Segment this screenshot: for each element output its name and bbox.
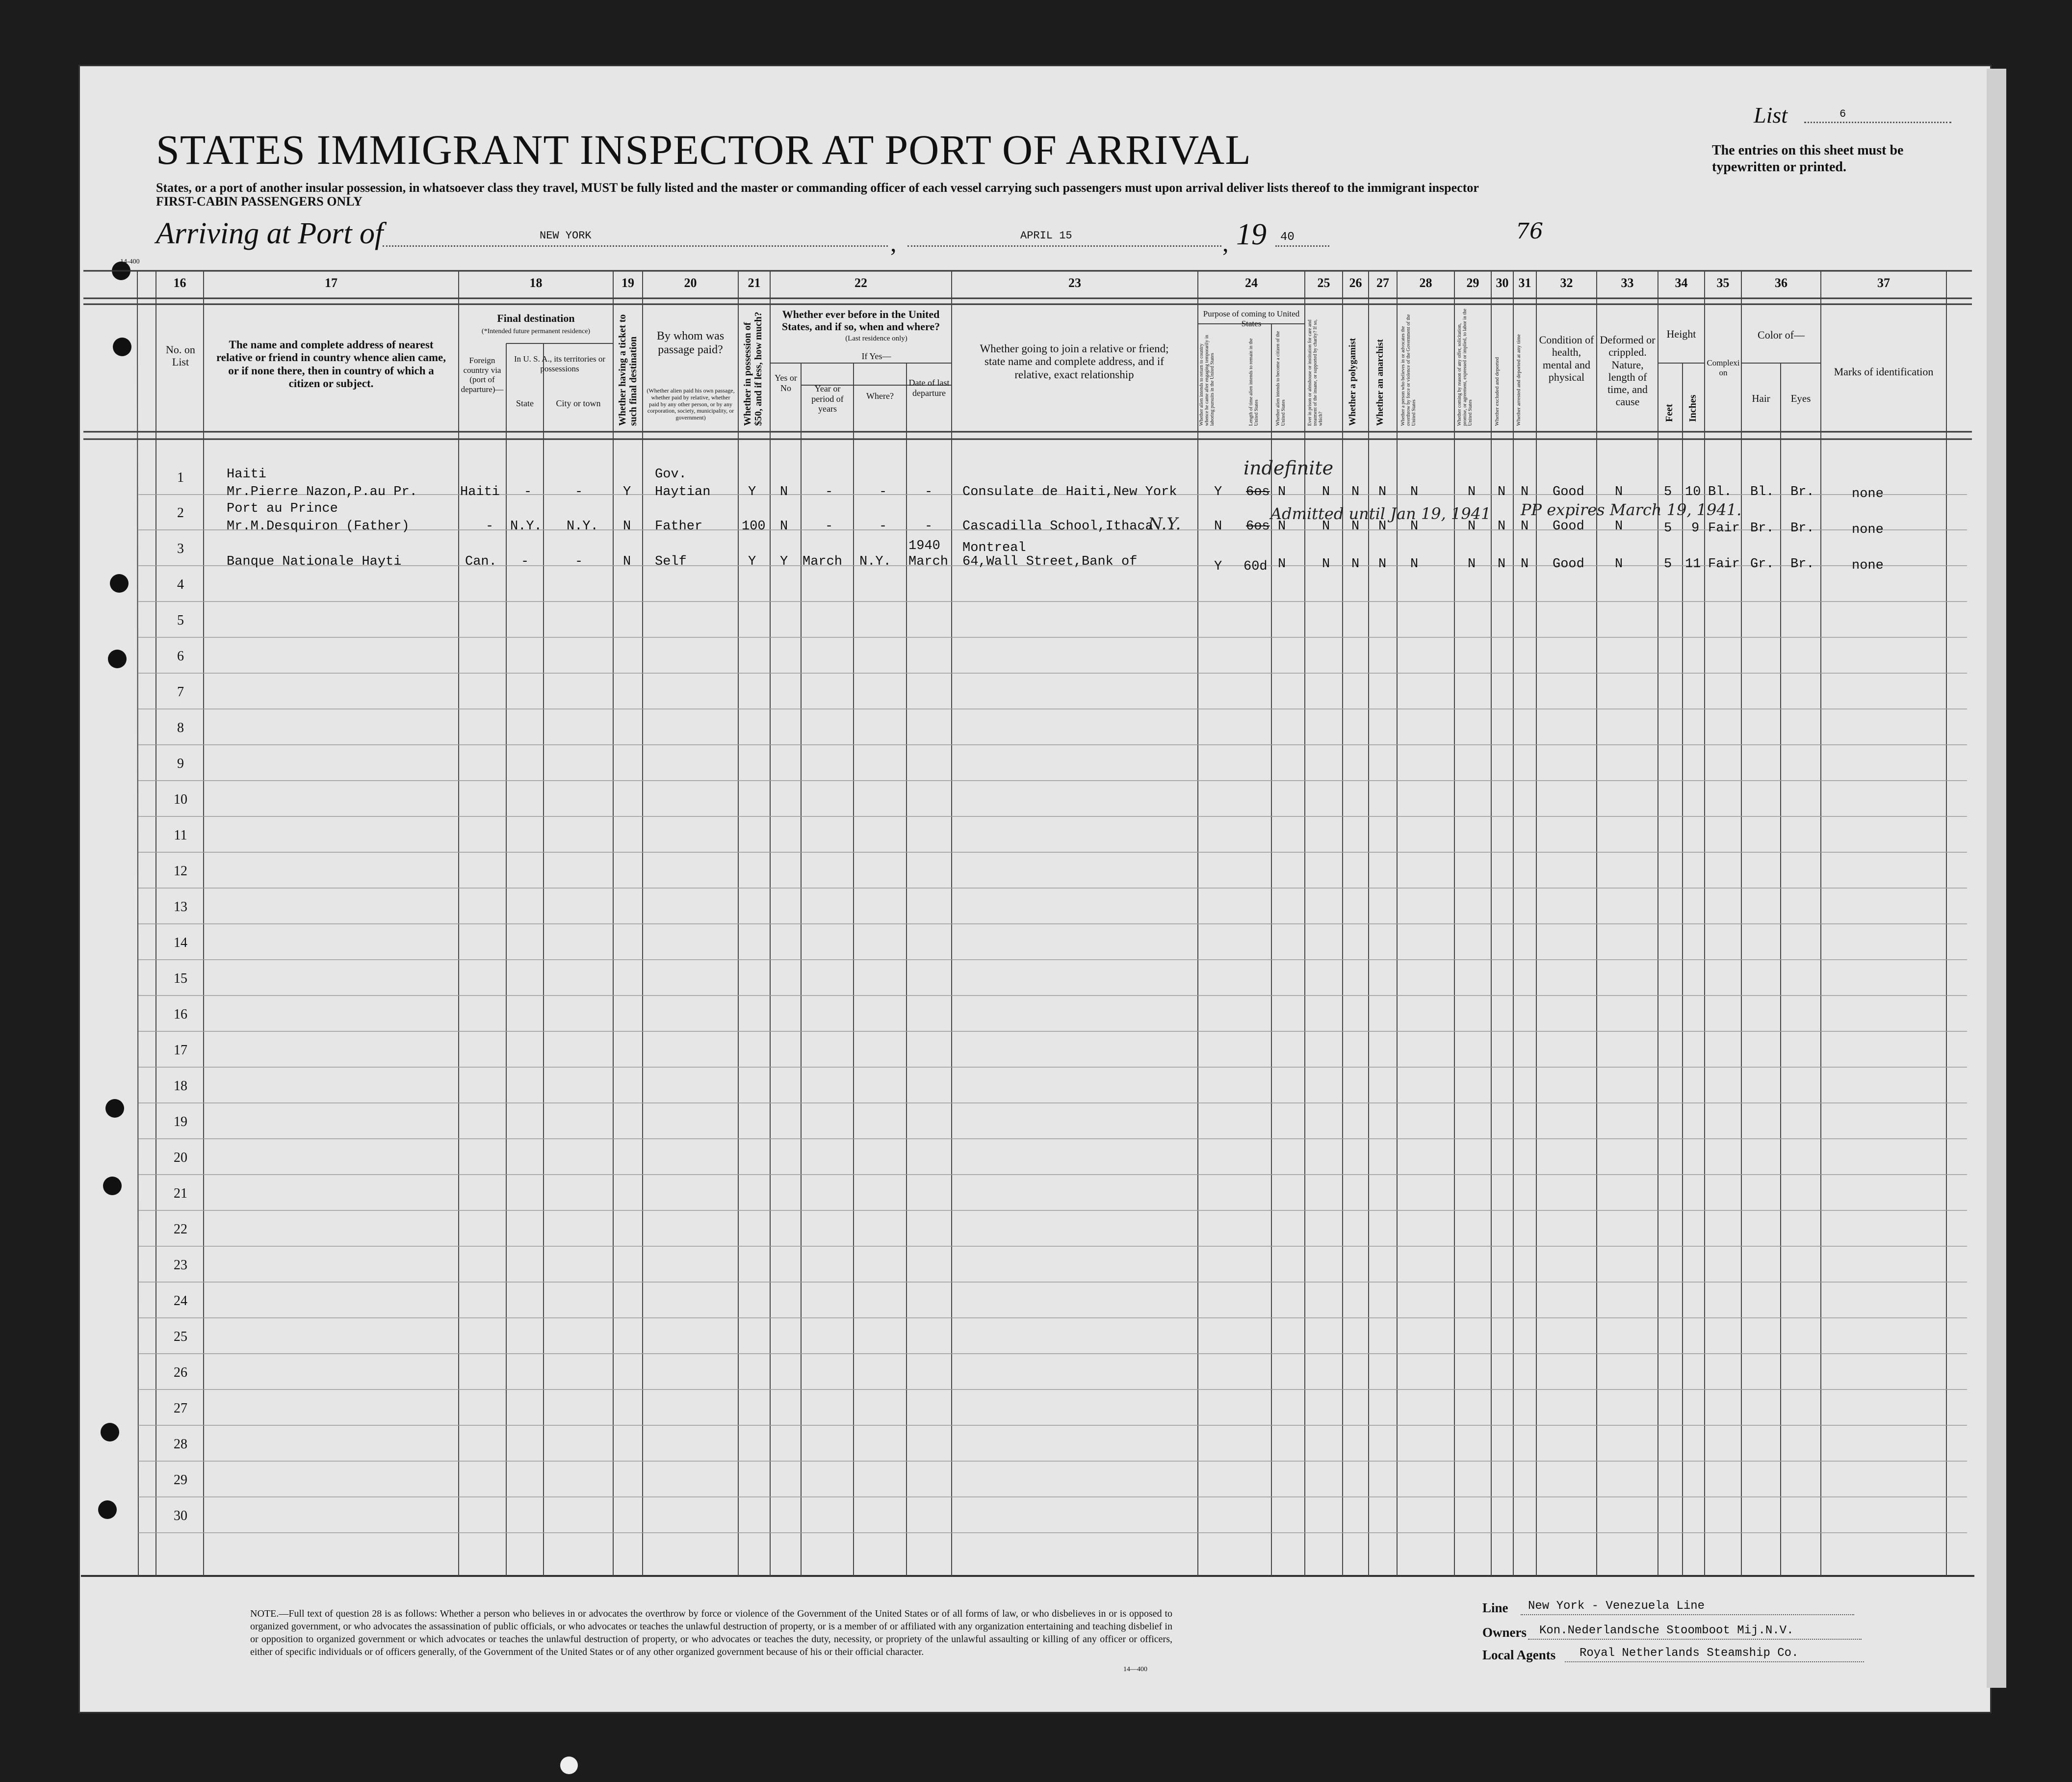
entry-1-prison: N [1322,485,1330,499]
form-code: 14-400 [120,258,140,265]
entry-3-joining: 64,Wall Street,Bank of [962,554,1138,569]
entry-2-state: N.Y. [510,519,542,534]
entry-2-joining: Cascadilla School,Ithaca [962,519,1153,534]
entry-1-polygamist: N [1351,485,1360,499]
footer-note: NOTE.—Full text of question 28 is as follows: Whether a person who believes in or advocates the overthrow by force or violence of the Government of the United States or of all forms of law, or who disbelieves in or is opposed to organized government, or who advocates the assassination of public officials, or who advocates or teaches the unlawful destruction of property, or is a member of or affiliated with any organization entertaining and teaching disbelief in or opposition to organized government or which advocates or teaches the unlawful destruction of property, or who advocates or teaches the duty, necessity, or propriety of the unlawful assaulting or killing of any officer or officers, either of specific individuals or of officers generally, of the Government of the United States or of any other organized government because of his or their official character. [250,1608,1172,1657]
entry-2-hair: Br. [1750,521,1774,536]
owners-value: Kon.Nederlandsche Stoomboot Mij.N.V. [1539,1624,1794,1637]
page-number: 76 [1516,219,1543,244]
row-number: 16 [174,1007,187,1022]
entry-2-health: Good [1553,519,1584,534]
col-number: 25 [1317,276,1330,290]
entry-1-complexion: Bl. [1708,485,1732,499]
row-number: 18 [174,1078,187,1094]
entry-2-purpose-return: N [1214,519,1222,534]
entry-3-ticket: N [623,554,631,569]
form-title: STATES IMMIGRANT INSPECTOR AT PORT OF ARRIVAL [156,126,1251,173]
row-number: 28 [174,1437,187,1452]
entry-1-relative-country: Haiti [227,467,267,482]
row-number: 11 [174,828,187,843]
row-number: 2 [177,505,184,521]
line-label: Line [1482,1600,1508,1615]
entry-3-city: - [575,554,583,569]
header-polygamist: Whether a polygamist [1347,338,1358,426]
row-number: 29 [174,1472,187,1488]
entry-1-inches: 10 [1685,485,1701,499]
header-passage-note: (Whether alien paid his own passage, whether paid by relative, whether paid by any other person, or by any corporation, society, municipality, or government) [647,387,735,421]
col-number: 27 [1376,276,1389,290]
entry-2-q28: N [1410,519,1419,534]
row-number: 15 [174,971,187,986]
header-feet: Feet [1664,404,1675,422]
col-number: 20 [684,276,697,290]
header-arrested: Whether arrested and deported at any time [1516,334,1522,426]
entry-2-where: - [879,519,887,534]
entry-1-relative-name: Mr.Pierre Nazon,P.au Pr. [227,485,417,499]
handwritten-indefinite: indefinite [1243,457,1334,479]
header-anarchist: Whether an anarchist [1375,339,1385,426]
entry-2-before: N [780,519,788,534]
col-number: 26 [1349,276,1362,290]
entry-2-feet: 5 [1664,521,1672,536]
entry-2-relative-name: Mr.M.Desquiron (Father) [227,519,410,534]
entry-1-paid: Haytian [655,485,711,499]
col-number: 34 [1675,276,1688,290]
entry-3-period: March [803,554,843,569]
col-number: 16 [173,276,186,290]
entry-2-polygamist: N [1351,519,1360,534]
entry-2-relative-city: Port au Prince [227,501,338,516]
header-no-on-list: No. on List [166,343,195,368]
entry-1-period: - [825,485,833,499]
entry-2-purpose-citizen: N [1278,519,1286,534]
entry-3-inches: 11 [1685,557,1701,572]
entry-1-q30: N [1498,485,1506,499]
entry-1-health: Good [1553,485,1584,499]
header-purpose: Purpose of coming to United States [1203,309,1300,328]
row-number: 4 [177,577,184,592]
footer-code: 14—400 [1123,1666,1147,1673]
entry-1-eyes: Br. [1790,485,1814,499]
entry-3-before: Y [780,554,788,569]
row-number: 25 [174,1329,187,1344]
entry-1-paid-line1: Gov. [655,467,687,482]
header-nearest-relative: The name and complete address of nearest relative or friend in country whence alien came, or if none there, then in country of which a citizen or subject. [216,339,446,390]
row-number: 6 [177,649,184,664]
col-number: 33 [1621,276,1634,290]
header-condition: Condition of health, mental and physical [1539,334,1594,383]
entry-3-departure: March [908,554,949,569]
row-number: 19 [174,1114,187,1129]
col-number: 18 [529,276,543,290]
entry-3-prison: N [1322,557,1330,572]
typewritten-note: The entries on this sheet must be typewritten or printed. [1712,143,1904,175]
entry-3-eyes: Br. [1790,557,1814,572]
header-purpose-length: Length of time alien intends to remain in the United States [1248,338,1259,426]
header-height: Height [1666,328,1696,340]
row-number: 13 [174,899,187,915]
entry-1-deformed: N [1615,485,1623,499]
col-number: 17 [325,276,337,290]
entry-1-foreign: Haiti [460,485,500,499]
header-prison: Ever in prison or almshouse or institution for care and treatment of the insane, or supported by charity? If so, which? [1307,319,1323,426]
header-yes-no: Yes or No [775,373,797,393]
row-number: 24 [174,1293,187,1309]
col-number: 19 [622,276,634,290]
row-number: 3 [177,541,184,556]
entry-1-departure: - [925,485,933,499]
form-class: FIRST-CABIN PASSENGERS ONLY [156,194,363,209]
handwritten-pp-expires: PP expires March 19, 1941. [1521,500,1742,519]
col-number: 30 [1496,276,1509,290]
entry-1-money: Y [748,485,756,499]
col-number: 21 [748,276,761,290]
port-value: NEW YORK [540,230,592,242]
header-in-usa: In U. S. A., its territories or possessions [514,354,606,373]
entry-2-deformed: N [1615,519,1623,534]
header-purpose-return: Whether alien intends to return to country whence he came after engaging temporarily in laboring pursuits in the United States [1199,335,1215,426]
arriving-label: Arriving at Port of [156,217,384,250]
entry-2-anarchist: N [1378,519,1387,534]
header-complexion: Complexion [1707,358,1740,377]
entry-3-feet: 5 [1664,557,1672,572]
entry-2-money: 100 [742,519,766,534]
header-inches: Inches [1687,394,1698,422]
header-excluded: Whether excluded and deported [1494,357,1500,426]
entry-2-departure: - [925,519,933,534]
row-number: 12 [174,864,187,879]
agents-value: Royal Netherlands Steamship Co. [1580,1647,1799,1660]
row-number: 10 [174,792,187,807]
entry-3-polygamist: N [1351,557,1360,572]
entry-1-q28: N [1410,485,1419,499]
header-date-departure: Date of last departure [908,378,950,398]
entry-1-where: - [879,485,887,499]
entry-2-complexion: Fair [1708,521,1740,536]
entry-2-q31: N [1521,519,1529,534]
header-last-residence: (Last residence only) [845,335,907,342]
entry-3-anarchist: N [1378,557,1387,572]
entry-2-purpose-length: 6os [1246,519,1270,534]
entry-1-joining: Consulate de Haiti,New York [962,485,1177,499]
entry-1-feet: 5 [1664,485,1672,499]
entry-1-anarchist: N [1378,485,1387,499]
entry-3-purpose-return: Y [1214,559,1222,574]
list-number: 6 [1839,108,1846,120]
header-labor-offer: Whether coming by reason of any offer, solicitation, promise, or agreement, expressed or implied, to labor in the United States [1457,309,1473,426]
col-number: 24 [1245,276,1258,290]
col-number: 32 [1560,276,1573,290]
entry-1-marks: none [1852,487,1884,501]
entry-3-q30: N [1498,557,1506,572]
list-label: List [1754,103,1788,128]
entry-3-state: - [521,554,529,569]
entry-1-city: - [575,485,583,499]
row-number: 21 [174,1186,187,1201]
date-value: APRIL 15 [1020,230,1072,242]
header-state: State [516,398,534,408]
entry-2-marks: none [1852,523,1884,537]
header-foreign-country: Foreign country via (port of departure)— [461,356,504,394]
entry-2-foreign: - [486,519,494,534]
entry-2-city: N.Y. [567,519,598,534]
entry-3-joining-city: Montreal [962,541,1026,555]
header-city: City or town [556,398,601,408]
entry-3-health: Good [1553,557,1584,572]
row-number: 27 [174,1401,187,1416]
entry-3-relative-name: Banque Nationale Hayti [227,554,402,569]
entry-1-purpose-return: Y [1214,485,1222,499]
entry-2-prison: N [1322,519,1330,534]
entry-3-q28: N [1410,557,1419,572]
row-number: 7 [177,684,184,700]
owners-label: Owners [1482,1625,1527,1640]
entry-2-q30: N [1498,519,1506,534]
row-number: 14 [174,935,187,950]
year-prefix: 19 [1236,218,1267,251]
entry-3-hair: Gr. [1750,557,1774,572]
header-final-destination: Final destination [497,312,575,324]
year-value: 40 [1280,231,1295,244]
col-number: 37 [1877,276,1890,290]
entry-1-purpose-citizen: N [1278,485,1286,499]
header-final-destination-note: (*Intended future permanent residence) [481,328,591,335]
entry-3-q29: N [1468,557,1476,572]
header-money: Whether in possession of $50, and if less, how much? [742,312,764,426]
header-marks: Marks of identification [1834,366,1934,378]
handwritten-admitted: Admitted until Jan 19, 1941 [1270,504,1491,523]
header-overthrow: Whether a person who believes in or advocates the overthrow by force or violence of the Government of the United States [1400,314,1417,426]
form-subtitle: States, or a port of another insular possession, in whatsoever class they travel, MUST be fully listed and the master or commanding officer of each vessel carrying such passengers must upon arrival deliver lists thereof to the immigrant inspector [156,181,1479,195]
row-number: 8 [177,720,184,735]
agents-label: Local Agents [1482,1648,1556,1662]
header-hair: Hair [1752,393,1770,404]
header-if-yes: If Yes— [861,351,891,361]
line-value: New York - Venezuela Line [1528,1599,1705,1613]
header-before-us: Whether ever before in the United States, and if so, when and where? [781,308,940,333]
entry-3-where: N.Y. [859,554,891,569]
row-number: 30 [174,1508,187,1523]
entry-2-inches: 9 [1691,521,1700,536]
entry-1-q31: N [1521,485,1529,499]
col-number: 23 [1068,276,1081,290]
row-number: 22 [174,1222,187,1237]
entry-3-purpose-length: 60d [1243,559,1268,574]
handwritten-ny: N.Y. [1148,514,1181,534]
header-color-of: Color of— [1758,329,1805,341]
row-number: 17 [174,1043,187,1058]
col-number: 31 [1518,276,1531,290]
entry-2-eyes: Br. [1790,521,1814,536]
entry-3-complexion: Fair [1708,557,1740,572]
entry-2-paid: Father [655,519,703,534]
entry-3-q31: N [1521,557,1529,572]
col-number: 36 [1775,276,1787,290]
entry-1-before: N [780,485,788,499]
entry-1-purpose-length: 6os [1246,485,1270,499]
entry-2-q29: N [1468,519,1476,534]
entry-1-state: - [524,485,532,499]
entry-3-money: Y [748,554,756,569]
header-deformed: Deformed or crippled. Nature, length of time, and cause [1600,334,1656,408]
header-ticket: Whether having a ticket to such final destination [617,314,639,426]
entry-3-foreign: Can. [465,554,497,569]
header-where: Where? [866,391,894,401]
header-eyes: Eyes [1790,393,1811,404]
entry-1-ticket: Y [623,485,631,499]
col-number: 29 [1466,276,1479,290]
entry-3-departure-year: 1940 [908,539,940,553]
entry-2-period: - [825,519,833,534]
entry-3-paid: Self [655,554,687,569]
col-number: 35 [1716,276,1730,290]
col-number: 28 [1419,276,1432,290]
entry-3-purpose-citizen: N [1278,557,1286,572]
header-passage-paid: By whom was passage paid? [656,330,725,356]
header-period: Year or period of years [811,384,844,414]
row-number: 5 [177,613,184,628]
row-number: 1 [177,470,184,485]
entry-2-ticket: N [623,519,631,534]
row-number: 23 [174,1258,187,1273]
entry-3-marks: none [1852,558,1884,573]
col-number: 22 [855,276,867,290]
entry-3-deformed: N [1615,557,1623,572]
entry-1-q29: N [1468,485,1476,499]
row-number: 9 [177,756,184,771]
row-number: 26 [174,1365,187,1380]
entry-1-hair: Bl. [1750,485,1774,499]
row-number: 20 [174,1150,187,1165]
header-purpose-citizen: Whether alien intends to become a citizen of the United States [1275,331,1286,426]
header-joining: Whether going to join a relative or friend; state name and complete address, and if relative, exact relationship [980,342,1169,381]
